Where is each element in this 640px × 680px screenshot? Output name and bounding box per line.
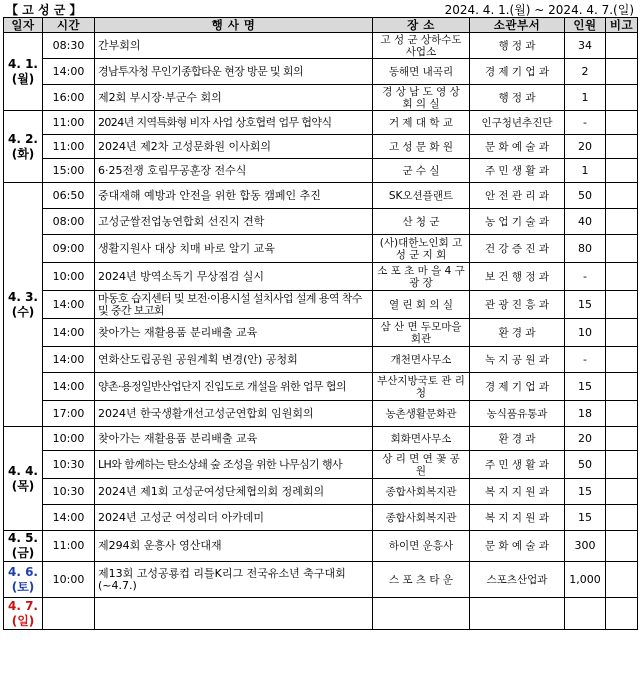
dept-cell: 농식품유통과 (470, 401, 565, 427)
dept-cell: 관 광 진 흥 과 (470, 291, 565, 319)
table-row (4, 263, 638, 291)
place-cell: 동해면 내곡리 (373, 59, 470, 85)
note-cell (606, 531, 638, 562)
date-label: 4. 5. (8, 531, 38, 545)
event-name-cell: 연화산도립공원 공원계획 변경(안) 공청회 (95, 347, 373, 373)
count-cell: 18 (565, 401, 606, 427)
count-cell: 15 (565, 479, 606, 505)
dept-cell: 복 지 지 원 과 (470, 479, 565, 505)
time-cell: 09:00 (43, 235, 95, 263)
table-row (4, 347, 638, 373)
col-header-dept: 소관부서 (470, 18, 565, 33)
count-cell: 1 (565, 159, 606, 183)
count-cell: 1 (565, 85, 606, 111)
table-row (4, 135, 638, 159)
table-row (4, 291, 638, 319)
note-cell (606, 451, 638, 479)
note-cell (606, 183, 638, 209)
event-name-cell: 생활지원사 대상 치매 바로 알기 교육 (95, 235, 373, 263)
weekday-label: (화) (11, 146, 35, 161)
table-row (4, 111, 638, 135)
place-cell: 고 성 문 화 원 (373, 135, 470, 159)
count-cell: 50 (565, 183, 606, 209)
place-cell: 소 포 초 마 을 4 구 광 장 (373, 263, 470, 291)
table-row (4, 85, 638, 111)
count-cell: 15 (565, 373, 606, 401)
event-name-cell: 찾아가는 재활용품 분리배출 교육 (95, 427, 373, 451)
event-name-cell: 6·25전쟁 호림무공훈장 전수식 (95, 159, 373, 183)
note-cell (606, 235, 638, 263)
note-cell (606, 347, 638, 373)
date-label: 4. 7. (8, 598, 38, 613)
place-cell: 종합사회복지관 (373, 505, 470, 531)
weekday-label: (월) (11, 71, 35, 86)
event-name-cell: 2024년 제2차 고성문화원 이사회의 (95, 135, 373, 159)
date-cell (4, 183, 43, 427)
table-row (4, 373, 638, 401)
event-name-cell: 제294회 운흥사 영산대재 (95, 531, 373, 562)
date-cell (4, 427, 43, 531)
count-cell: 80 (565, 235, 606, 263)
time-cell: 14:00 (43, 373, 95, 401)
note-cell (606, 59, 638, 85)
count-cell: - (565, 111, 606, 135)
count-cell (565, 598, 606, 630)
place-cell: (사)대한노인회 고 성 군 지 회 (373, 235, 470, 263)
count-cell: 2 (565, 59, 606, 85)
time-cell: 06:50 (43, 183, 95, 209)
date-label: 4. 1. (8, 56, 38, 71)
count-cell: 15 (565, 505, 606, 531)
place-cell: 거 제 대 학 교 (373, 111, 470, 135)
event-name-cell: 2024년 방역소독기 무상점검 실시 (95, 263, 373, 291)
col-header-time: 시간 (43, 18, 95, 33)
table-row (4, 235, 638, 263)
place-cell (373, 598, 470, 630)
time-cell: 14:00 (43, 319, 95, 347)
note-cell (606, 209, 638, 235)
schedule-header (0, 0, 640, 16)
dept-cell: 문 화 예 술 과 (470, 135, 565, 159)
event-name-cell (95, 598, 373, 630)
dept-cell (470, 598, 565, 630)
table-row (4, 209, 638, 235)
time-cell: 10:00 (43, 427, 95, 451)
note-cell (606, 479, 638, 505)
date-label: 4. 3. (8, 289, 38, 304)
event-name-cell: 2024년 한국생활개선고성군연합회 임원회의 (95, 401, 373, 427)
place-cell: 산 청 군 (373, 209, 470, 235)
count-cell: 15 (565, 291, 606, 319)
count-cell: 20 (565, 427, 606, 451)
table-row (4, 505, 638, 531)
weekday-label: (목) (11, 478, 35, 493)
count-cell: - (565, 263, 606, 291)
dept-cell: 경 제 기 업 과 (470, 59, 565, 85)
place-cell: SK오션플랜트 (373, 183, 470, 209)
event-name-cell: 2024년 제1회 고성군여성단체협의회 정례회의 (95, 479, 373, 505)
note-cell (606, 263, 638, 291)
time-cell (43, 598, 95, 630)
time-cell: 14:00 (43, 505, 95, 531)
dept-cell: 문 화 예 술 과 (470, 531, 565, 562)
time-cell: 14:00 (43, 347, 95, 373)
note-cell (606, 111, 638, 135)
event-name-cell: 양촌·용정일반산업단지 진입도로 개설을 위한 업무 협의 (95, 373, 373, 401)
place-cell: 농촌생활문화관 (373, 401, 470, 427)
event-name-cell: 2024년 지역특화형 비자 사업 상호협력 업무 협약식 (95, 111, 373, 135)
table-row (4, 33, 638, 59)
place-cell: 고 성 군 상하수도사업소 (373, 33, 470, 59)
table-row (4, 562, 638, 598)
dept-cell: 주 민 생 활 과 (470, 451, 565, 479)
dept-cell: 행 정 과 (470, 85, 565, 111)
event-name-cell: 중대재해 예방과 안전을 위한 합동 캠페인 추진 (95, 183, 373, 209)
table-row (4, 531, 638, 562)
table-row (4, 319, 638, 347)
date-cell (4, 598, 43, 630)
count-cell: 1,000 (565, 562, 606, 598)
time-cell: 17:00 (43, 401, 95, 427)
place-cell: 스 포 츠 타 운 (373, 562, 470, 598)
place-cell: 삼 산 면 두모마을회관 (373, 319, 470, 347)
event-name-cell: 경남투자청 무인기종합타운 현장 방문 및 회의 (95, 59, 373, 85)
time-cell: 15:00 (43, 159, 95, 183)
time-cell: 11:00 (43, 111, 95, 135)
dept-cell: 경 제 기 업 과 (470, 373, 565, 401)
note-cell (606, 598, 638, 630)
note-cell (606, 562, 638, 598)
table-row (4, 183, 638, 209)
place-cell: 종합사회복지관 (373, 479, 470, 505)
count-cell: 34 (565, 33, 606, 59)
col-header-note: 비고 (606, 18, 638, 33)
date-cell (4, 33, 43, 111)
time-cell: 11:00 (43, 531, 95, 562)
col-header-event: 행 사 명 (95, 18, 373, 33)
time-cell: 08:00 (43, 209, 95, 235)
place-cell: 하이면 운흥사 (373, 531, 470, 562)
col-header-date: 일자 (4, 18, 43, 33)
note-cell (606, 135, 638, 159)
dept-cell: 농 업 기 술 과 (470, 209, 565, 235)
place-cell: 개천면사무소 (373, 347, 470, 373)
date-cell (4, 562, 43, 598)
time-cell: 14:00 (43, 291, 95, 319)
count-cell: - (565, 347, 606, 373)
place-cell: 부산지방국토 관 리 청 (373, 373, 470, 401)
event-name-cell: 찾아가는 재활용품 분리배출 교육 (95, 319, 373, 347)
event-name-cell: 고성군쌀전업농연합회 선진지 견학 (95, 209, 373, 235)
place-cell: 군 수 실 (373, 159, 470, 183)
dept-cell: 스포츠산업과 (470, 562, 565, 598)
weekday-label: (일) (11, 613, 35, 628)
table-row (4, 159, 638, 183)
dept-cell: 환 경 과 (470, 427, 565, 451)
event-name-cell: 제2회 부시장·부군수 회의 (95, 85, 373, 111)
region-title: 【 고 성 군 】 (6, 3, 82, 17)
dept-cell: 보 건 행 정 과 (470, 263, 565, 291)
event-name-cell: 제13회 고성공룡컵 리틀K리그 전국유소년 축구대회(~4.7.) (95, 562, 373, 598)
date-label: 4. 2. (8, 131, 38, 146)
dept-cell: 건 강 증 진 과 (470, 235, 565, 263)
date-label: 4. 4. (8, 463, 38, 478)
count-cell: 50 (565, 451, 606, 479)
date-cell (4, 111, 43, 183)
table-row (4, 59, 638, 85)
count-cell: 20 (565, 135, 606, 159)
time-cell: 16:00 (43, 85, 95, 111)
note-cell (606, 85, 638, 111)
count-cell: 40 (565, 209, 606, 235)
count-cell: 300 (565, 531, 606, 562)
note-cell (606, 33, 638, 59)
note-cell (606, 505, 638, 531)
weekday-label: (금) (11, 546, 35, 560)
table-row (4, 451, 638, 479)
note-cell (606, 427, 638, 451)
place-cell: 경 상 남 도 영 상 회 의 실 (373, 85, 470, 111)
time-cell: 10:30 (43, 451, 95, 479)
place-cell: 열 린 회 의 실 (373, 291, 470, 319)
place-cell: 회화면사무소 (373, 427, 470, 451)
dept-cell: 복 지 지 원 과 (470, 505, 565, 531)
time-cell: 10:00 (43, 263, 95, 291)
event-name-cell: 2024년 고성군 여성리더 아카데미 (95, 505, 373, 531)
note-cell (606, 373, 638, 401)
time-cell: 10:00 (43, 562, 95, 598)
weekly-schedule-table (3, 17, 638, 630)
dept-cell: 인구청년추진단 (470, 111, 565, 135)
col-header-count: 인원 (565, 18, 606, 33)
note-cell (606, 319, 638, 347)
time-cell: 08:30 (43, 33, 95, 59)
date-label: 4. 6. (8, 564, 38, 579)
time-cell: 11:00 (43, 135, 95, 159)
date-cell (4, 531, 43, 562)
table-row (4, 427, 638, 451)
note-cell (606, 401, 638, 427)
col-header-place: 장 소 (373, 18, 470, 33)
schedule-period: 2024. 4. 1.(월) ~ 2024. 4. 7.(일) (444, 3, 634, 17)
dept-cell: 녹 지 공 원 과 (470, 347, 565, 373)
header-row (4, 18, 638, 33)
note-cell (606, 291, 638, 319)
event-name-cell: LH와 함께하는 탄소상쇄 숲 조성을 위한 나무심기 행사 (95, 451, 373, 479)
weekday-label: (수) (11, 304, 35, 319)
table-row (4, 479, 638, 505)
dept-cell: 환 경 과 (470, 319, 565, 347)
dept-cell: 주 민 생 활 과 (470, 159, 565, 183)
note-cell (606, 159, 638, 183)
time-cell: 10:30 (43, 479, 95, 505)
time-cell: 14:00 (43, 59, 95, 85)
event-name-cell: 마동호 습지센터 및 보전·이용시설 설치사업 설계 용역 착수 및 중간 보고회 (95, 291, 373, 319)
count-cell: 10 (565, 319, 606, 347)
place-cell: 상 리 면 연 꽃 공 원 (373, 451, 470, 479)
dept-cell: 안 전 관 리 과 (470, 183, 565, 209)
table-row (4, 401, 638, 427)
event-name-cell: 간부회의 (95, 33, 373, 59)
table-row (4, 598, 638, 630)
dept-cell: 행 정 과 (470, 33, 565, 59)
weekday-label: (토) (11, 579, 35, 594)
